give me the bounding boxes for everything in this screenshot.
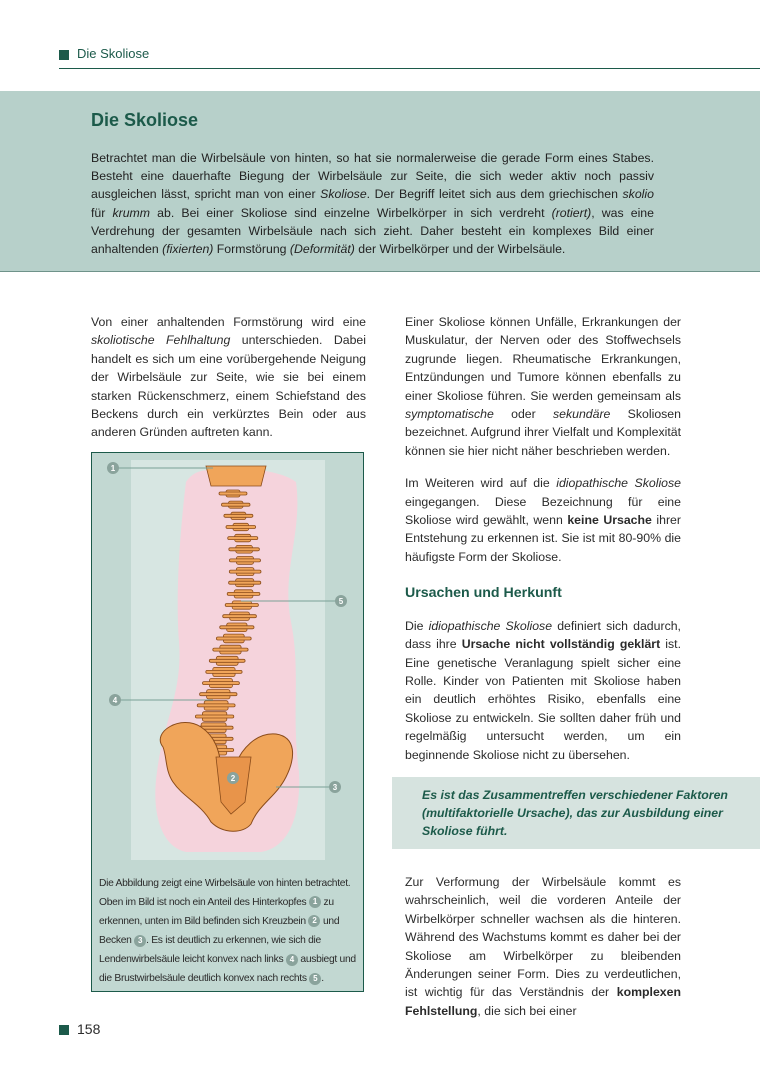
section-heading: Ursachen und Herkunft	[405, 585, 562, 602]
intro-text-run: ab. Bei einer Skoliose sind einzelne Wirbelkörper in sich verdreht	[150, 205, 552, 220]
vertebra-process	[225, 604, 258, 607]
caption-text-run: zu erkennen, unten im Bild befinden sich Kreuzbein	[99, 897, 334, 928]
body-text-run: Einer Skoliose können Unfälle, Erkrankungen der Muskulatur, der Nerven oder des Stoffwechsels zugrunde liegen. Rheumatische Erkrankungen, Entzündungen und Tumore können ebenfalls zu einer Skoliose führen. Sie werden gemeinsam als	[405, 315, 681, 403]
caption-text-run: ausbiegt und die Brustwirbelsäule deutlich konvex nach rechts	[99, 954, 356, 985]
vertebra-process	[209, 659, 245, 662]
highlight-text: Es ist das Zusammentreffen verschiedener Faktoren (multifaktorielle Ursache), das zur Ausbildung einer Skoliose führt.	[422, 788, 728, 839]
body-text-run: Im Weiteren wird auf die	[405, 476, 557, 491]
intro-emphasis: (fixierten)	[162, 242, 214, 257]
skull-base-shape	[206, 466, 266, 486]
right-column-continuation	[405, 873, 681, 1020]
vertebra-process	[203, 682, 240, 685]
caption-marker-2: 2	[308, 915, 320, 927]
chapter-title: Die Skoliose	[91, 110, 199, 130]
body-strong: keine Ursache	[567, 513, 652, 528]
vertebra-process	[227, 592, 260, 595]
intro-text-run: der Wirbelkörper und der Wirbelsäule.	[354, 242, 566, 257]
body-text-run: eingegangen. Diese Bezeichnung für eine Skoliose wird gewählt, wenn	[405, 494, 681, 528]
section-marker-square	[59, 50, 69, 60]
body-emphasis: sekundäre	[552, 407, 611, 422]
spine-illustration	[91, 452, 364, 872]
header-rule	[59, 68, 760, 69]
body-text-run: Die	[405, 618, 429, 633]
vertebra-process	[228, 537, 258, 540]
marker-3-label: 3	[332, 783, 338, 792]
vertebra-process	[213, 648, 248, 651]
intro-emphasis: (rotiert)	[551, 205, 592, 220]
caption-marker-3: 3	[134, 935, 146, 947]
intro-text-run: . Der Begriff leitet sich aus dem griechischen	[366, 187, 623, 202]
marker-5-label: 5	[338, 597, 344, 606]
body-text-run: Zur Verformung der Wirbelsäule kommt es wahrscheinlich, weil die vorderen Anteile der Wirbelkörper schneller wachsen als die hinteren. Während des Wachstums kommt es daher bei der Skoliose am Wirbelkörper zu bleibenden Änderungen seiner Form. Dies zu verdeutlichen, ist wichtig für das Verständnis der	[405, 875, 681, 1000]
vertebra-process	[223, 615, 257, 618]
body-emphasis: idiopathische Skoliose	[428, 618, 553, 633]
marker-2-label: 2	[230, 774, 236, 783]
caption-text-run: Die Abbildung zeigt eine Wirbelsäule von hinten betrachtet. Oben im Bild ist noch ein Anteil des Hinterkopfes	[99, 878, 351, 909]
marker-4-label: 4	[112, 696, 118, 705]
left-column-paragraph	[91, 313, 366, 442]
body-emphasis: symptomatische	[405, 407, 494, 422]
intro-emphasis: (Deformität)	[289, 242, 355, 257]
body-emphasis: idiopathische Skoliose	[556, 476, 682, 491]
marker-1-label: 1	[110, 464, 116, 473]
running-header-title: Die Skoliose	[77, 46, 150, 61]
vertebra-process	[206, 670, 242, 673]
vertebra-process	[229, 548, 260, 551]
paragraph-idiopathic	[405, 474, 681, 566]
body-text-run: unterschieden. Dabei handelt es sich um eine vorübergehende Neigung der Wirbelsäule zur Seite, wie sie bei einem starken Rückenschmerz, einem Schiefstand des Beckens durch ein verkürztes Bein oder aus anderen Gründen auftreten kann.	[91, 333, 366, 440]
intro-text-run: für	[91, 205, 113, 220]
vertebra-process	[219, 492, 247, 495]
vertebra-process	[222, 503, 251, 506]
vertebra-process	[229, 570, 261, 573]
body-text-run: Skoliosen bezeichnet. Aufgrund ihrer Vielfalt und Komplexität können sie hier nicht näher beschrieben werden.	[405, 407, 681, 458]
intro-emphasis: skolio	[622, 187, 654, 202]
body-text-run: ihrer Entstehung zu erkennen ist. Sie ist mit 80-90% die häufigste Form der Skoliose.	[405, 513, 681, 564]
body-strong: komplexen Fehlstellung	[405, 985, 681, 1018]
caption-text-run: und Becken	[99, 916, 340, 947]
vertebra-process	[229, 559, 260, 562]
footer-marker-square	[59, 1025, 69, 1035]
body-strong: Ursache nicht vollständig geklärt	[461, 637, 661, 652]
caption-marker-4: 4	[286, 954, 298, 966]
right-column	[405, 313, 681, 764]
intro-text-run: , was eine Verdrehung der gesamten Wirbelsäule nach sich zieht. Daher besteht ein komplexes Bild einer anhaltenden	[91, 205, 654, 257]
vertebra-process	[200, 693, 237, 696]
body-text-run: ist. Eine genetische Veranlagung spielt sicher eine Rolle. Kinder von Patienten mit Skoliose haben ein deutlich erhöhtes Risiko, ebenfalls eine Skoliose zu entwickeln. Sie sollten daher früh und regelmäßig untersucht werden, um ein beginnende Skoliose nicht zu übersehen.	[405, 637, 681, 762]
vertebra-process	[226, 526, 256, 529]
intro-emphasis: krumm	[112, 205, 151, 220]
vertebra-process	[216, 637, 251, 640]
body-text-run: definiert sich dadurch, dass ihre	[405, 618, 681, 652]
caption-text-run: .	[321, 973, 324, 985]
page-number: 158	[77, 1021, 101, 1037]
vertebra-process	[220, 626, 254, 629]
intro-text-run: Formstörung	[213, 242, 290, 257]
intro-paragraph	[91, 149, 654, 258]
caption-marker-5: 5	[309, 973, 321, 985]
body-text-run: , die sich bei einer	[477, 1003, 577, 1018]
body-text-run: oder	[493, 407, 553, 422]
caption-text-run: . Es ist deutlich zu erkennen, wie sich die Lendenwirbelsäule leicht konvex nach links	[99, 935, 321, 966]
body-emphasis: skoliotische Fehlhaltung	[91, 333, 231, 348]
vertebra-process	[224, 514, 253, 517]
caption-marker-1: 1	[309, 896, 321, 908]
vertebra-process	[197, 704, 235, 707]
intro-emphasis: Skoliose	[320, 187, 367, 202]
figure-caption	[99, 874, 361, 989]
intro-text-run: Betrachtet man die Wirbelsäule von hinten, so hat sie normalerweise die gerade Form eines Stabes. Besteht eine dauerhafte Biegung der Wirbelsäule zur Seite, die sich weder aktiv noch passiv ausgleichen lässt, spricht man von einer	[91, 151, 654, 202]
paragraph-causes	[405, 617, 681, 764]
vertebra-process	[195, 715, 233, 718]
body-text-run: Von einer anhaltenden Formstörung wird eine	[91, 315, 366, 329]
vertebra-process	[229, 581, 261, 584]
paragraph-symptomatic	[405, 313, 681, 460]
